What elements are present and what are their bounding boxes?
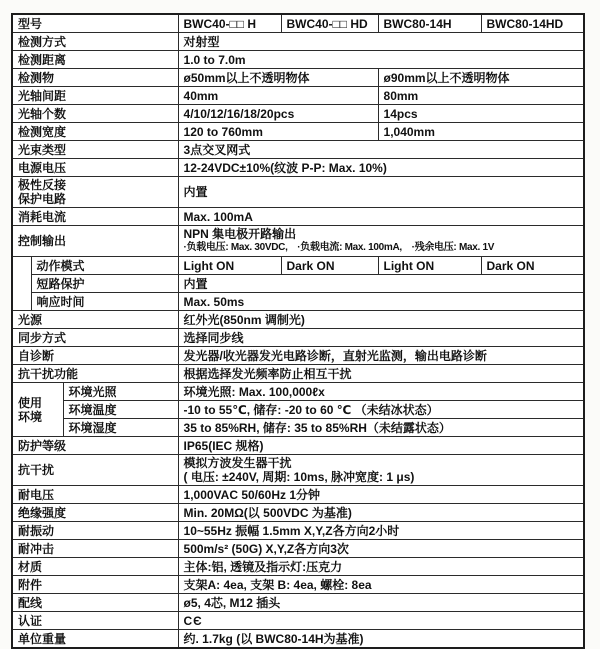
spec-label: 消耗电流 xyxy=(12,208,178,226)
spec-label: 单位重量 xyxy=(12,630,178,649)
spec-gutter xyxy=(12,257,31,311)
spec-label: 耐冲击 xyxy=(12,540,178,558)
spec-value: Dark ON xyxy=(481,257,584,275)
spec-value: 500m/s² (50G) X,Y,Z各方向3次 xyxy=(178,540,584,558)
spec-value: ø5, 4芯, M12 插头 xyxy=(178,594,584,612)
spec-row xyxy=(12,612,584,630)
spec-label: 光束类型 xyxy=(12,141,178,159)
spec-label: 材质 xyxy=(12,558,178,576)
spec-value: Max. 50ms xyxy=(178,293,584,311)
spec-row xyxy=(12,558,584,576)
spec-label: 光源 xyxy=(12,311,178,329)
spec-label: 检测方式 xyxy=(12,33,178,51)
spec-row xyxy=(12,275,584,293)
spec-value: ø50mm以上不透明物体 xyxy=(178,69,378,87)
spec-row xyxy=(12,51,584,69)
spec-row xyxy=(12,177,584,208)
spec-label: 同步方式 xyxy=(12,329,178,347)
model-name: BWC80-14H xyxy=(378,14,481,33)
spec-label: 抗干扰功能 xyxy=(12,365,178,383)
ce-mark: CЄ xyxy=(178,612,584,630)
model-name: BWC80-14HD xyxy=(481,14,584,33)
spec-value: Dark ON xyxy=(281,257,378,275)
spec-row xyxy=(12,14,584,33)
spec-label: 绝缘强度 xyxy=(12,504,178,522)
spec-value: 1.0 to 7.0m xyxy=(178,51,584,69)
spec-row xyxy=(12,455,584,486)
spec-label: 抗干扰 xyxy=(12,455,178,486)
spec-row xyxy=(12,311,584,329)
spec-label: 检测距离 xyxy=(12,51,178,69)
spec-value xyxy=(178,455,584,486)
spec-value: 80mm xyxy=(378,87,584,105)
spec-sublabel: 动作模式 xyxy=(31,257,178,275)
spec-value: 10~55Hz 振幅 1.5mm X,Y,Z各方向2小时 xyxy=(178,522,584,540)
spec-label: 控制输出 xyxy=(12,226,178,257)
spec-row xyxy=(12,383,584,401)
spec-value: 1,000VAC 50/60Hz 1分钟 xyxy=(178,486,584,504)
spec-sublabel: 短路保护 xyxy=(31,275,178,293)
spec-value: 发光器/收光器发光电路诊断，直射光监测，输出电路诊断 xyxy=(178,347,584,365)
spec-row xyxy=(12,540,584,558)
spec-label: 电源电压 xyxy=(12,159,178,177)
spec-row xyxy=(12,293,584,311)
spec-row xyxy=(12,329,584,347)
spec-label: 光轴个数 xyxy=(12,105,178,123)
spec-sublabel: 环境光照 xyxy=(63,383,178,401)
control-output-value xyxy=(178,226,584,257)
spec-sublabel: 环境温度 xyxy=(63,401,178,419)
specification-table xyxy=(11,13,585,649)
text-line: 模拟方波发生器干扰 xyxy=(183,456,292,470)
spec-row xyxy=(12,159,584,177)
spec-value: IP65(IEC 规格) xyxy=(178,437,584,455)
spec-row xyxy=(12,576,584,594)
spec-label xyxy=(12,177,178,208)
spec-label: 附件 xyxy=(12,576,178,594)
spec-value: 选择同步线 xyxy=(178,329,584,347)
spec-value: -10 to 55℃, 储存: -20 to 60 ℃ （未结冰状态） xyxy=(178,401,584,419)
spec-row xyxy=(12,141,584,159)
spec-row xyxy=(12,257,584,275)
spec-value: ø90mm以上不透明物体 xyxy=(378,69,584,87)
spec-value: 根据选择发光频率防止相互干扰 xyxy=(178,365,584,383)
spec-value: 约. 1.7kg (以 BWC80-14H为基准) xyxy=(178,630,584,649)
spec-label: 耐振动 xyxy=(12,522,178,540)
spec-label: 检测宽度 xyxy=(12,123,178,141)
spec-row xyxy=(12,123,584,141)
spec-label: 配线 xyxy=(12,594,178,612)
spec-value: 4/10/12/16/18/20pcs xyxy=(178,105,378,123)
spec-label: 自诊断 xyxy=(12,347,178,365)
spec-row xyxy=(12,365,584,383)
spec-label: 防护等级 xyxy=(12,437,178,455)
spec-row xyxy=(12,437,584,455)
text-line: NPN 集电极开路输出 xyxy=(183,227,297,241)
spec-value: 内置 xyxy=(178,275,584,293)
spec-row xyxy=(12,69,584,87)
spec-value: 红外光(850nm 调制光) xyxy=(178,311,584,329)
text-line: 极性反接 xyxy=(18,178,67,192)
spec-sublabel: 响应时间 xyxy=(31,293,178,311)
spec-value: 3点交叉网式 xyxy=(178,141,584,159)
model-name: BWC40-□□ HD xyxy=(281,14,378,33)
spec-row xyxy=(12,630,584,649)
spec-value: Light ON xyxy=(378,257,481,275)
spec-value: 1,040mm xyxy=(378,123,584,141)
spec-value: Light ON xyxy=(178,257,281,275)
model-name: BWC40-□□ H xyxy=(178,14,281,33)
spec-row xyxy=(12,486,584,504)
spec-value: 支架A: 4ea, 支架 B: 4ea, 螺栓: 8ea xyxy=(178,576,584,594)
text-line: 保护电路 xyxy=(18,192,67,206)
spec-value: 12-24VDC±10%(纹波 P-P: Max. 10%) xyxy=(178,159,584,177)
spec-sublabel: 环境湿度 xyxy=(63,419,178,437)
spec-row xyxy=(12,226,584,257)
spec-row xyxy=(12,594,584,612)
spec-value: 环境光照: Max. 100,000ℓx xyxy=(178,383,584,401)
text-line: ·负载电压: Max. 30VDC, ·负载电流: Max. 100mA, ·残余电压: Max. 1V xyxy=(183,242,495,253)
spec-value: 40mm xyxy=(178,87,378,105)
usage-environment-group-label xyxy=(12,383,63,437)
spec-label: 光轴间距 xyxy=(12,87,178,105)
spec-row xyxy=(12,105,584,123)
spec-value: 内置 xyxy=(178,177,584,208)
spec-row xyxy=(12,419,584,437)
spec-label: 认证 xyxy=(12,612,178,630)
spec-row xyxy=(12,401,584,419)
spec-value: 主体:铝, 透镜及指示灯:压克力 xyxy=(178,558,584,576)
spec-value: 14pcs xyxy=(378,105,584,123)
spec-row xyxy=(12,347,584,365)
text-line: ( 电压: ±240V, 周期: 10ms, 脉冲宽度: 1 μs) xyxy=(183,470,415,484)
text-line: 环境 xyxy=(18,409,43,424)
spec-value: 35 to 85%RH, 储存: 35 to 85%RH（未结露状态） xyxy=(178,419,584,437)
spec-value: 120 to 760mm xyxy=(178,123,378,141)
spec-label: 检测物 xyxy=(12,69,178,87)
text-line: 使用 xyxy=(18,395,43,410)
spec-row xyxy=(12,504,584,522)
spec-label: 耐电压 xyxy=(12,486,178,504)
spec-row xyxy=(12,33,584,51)
spec-row xyxy=(12,87,584,105)
spec-row xyxy=(12,522,584,540)
spec-label: 型号 xyxy=(12,14,178,33)
spec-value: 对射型 xyxy=(178,33,584,51)
spec-value: Min. 20MΩ(以 500VDC 为基准) xyxy=(178,504,584,522)
spec-table-body xyxy=(12,14,584,648)
spec-row xyxy=(12,208,584,226)
spec-value: Max. 100mA xyxy=(178,208,584,226)
